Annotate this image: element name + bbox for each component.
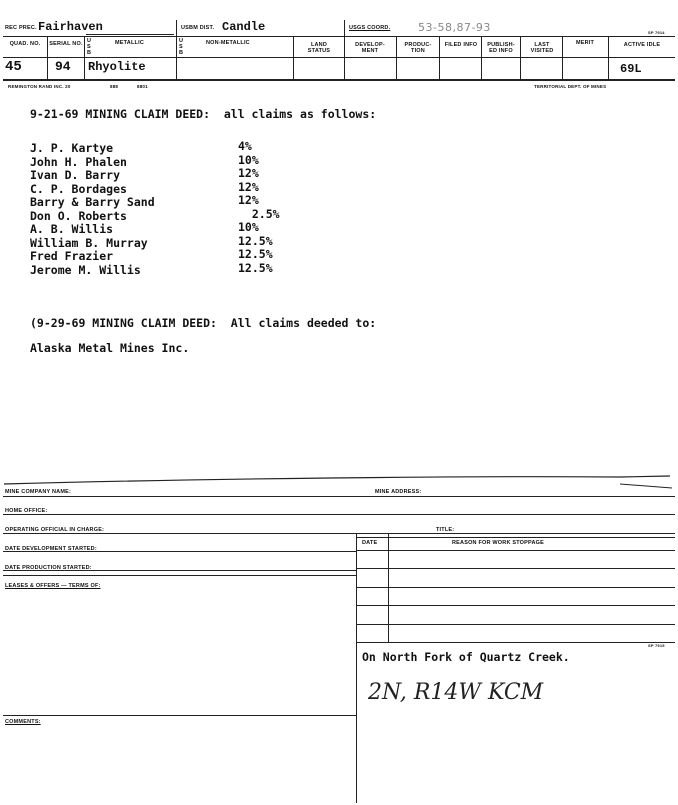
usgs-coord-value: 53-58,87-93 (418, 21, 491, 34)
torn-edge-line (0, 470, 678, 494)
form-number-bottom: SP 7915 (648, 643, 665, 648)
col-serial-no: SERIAL NO. (49, 41, 83, 47)
work-stoppage-column-label: REASON FOR WORK STOPPAGE (452, 540, 544, 546)
claim-share: 12% (238, 179, 259, 194)
active-idle-value: 69L (620, 62, 642, 76)
usbm-dist-value: Candle (222, 20, 266, 34)
usbm-dist-label: USBM DIST. (181, 25, 215, 31)
metallic-value: Rhyolite (88, 60, 146, 74)
col-metallic: METALLIC (115, 40, 144, 46)
col-active-idle: ACTIVE IDLE (623, 42, 661, 48)
quad-value: 45 (5, 59, 22, 75)
footer-code-1: 888 (110, 84, 119, 89)
col-usbm-metallic: U S B (87, 38, 92, 56)
date-development-label: DATE DEVELOPMENT STARTED: (5, 546, 97, 552)
list-item (30, 152, 259, 169)
claim-share: 12.5% (238, 247, 273, 261)
col-last-visited: LAST VISITED (530, 42, 554, 54)
claim-share: 2.5% (238, 206, 280, 221)
serial-value: 94 (55, 59, 71, 74)
claim-share: 12.5% (238, 233, 273, 248)
list-item (30, 233, 273, 250)
claim-share: 10% (238, 152, 259, 167)
col-published-info: PUBLISH- ED INFO (487, 42, 515, 54)
list-item (30, 193, 259, 209)
claim-share: 4% (238, 139, 252, 153)
claim-name: Jerome M. Willis (30, 262, 141, 277)
mine-company-name-label: MINE COMPANY NAME: (5, 489, 72, 495)
claims-list (30, 139, 280, 277)
claim-name: Don O. Roberts (30, 208, 127, 223)
comments-label: COMMENTS: (5, 719, 41, 725)
claim-name: Barry & Barry Sand (30, 195, 155, 209)
col-merit: MERIT (575, 40, 595, 46)
claim-share: 10% (238, 220, 259, 234)
list-item (30, 260, 273, 277)
rec-prec-value: Fairhaven (38, 20, 103, 34)
mine-address-label: MINE ADDRESS: (375, 489, 422, 495)
col-usbm-nonmetallic: U S B (179, 38, 184, 56)
claim-name: J. P. Kartye (30, 141, 114, 155)
col-production: PRODUC- TION (404, 42, 432, 54)
date-column-label: DATE (362, 540, 378, 546)
claim-name: Fred Frazier (30, 249, 114, 263)
operating-official-label: OPERATING OFFICIAL IN CHARGE: (5, 527, 105, 533)
col-quad-no: QUAD. NO. (9, 41, 41, 47)
list-item (30, 220, 259, 236)
list-item (30, 206, 280, 223)
handwritten-location: 2N, R14W KCM (368, 680, 544, 705)
claim-share: 12% (238, 166, 259, 180)
title-label: TITLE: (436, 527, 455, 533)
usgs-coord-label: USGS COORD. (349, 25, 391, 31)
claim-name: John H. Phalen (30, 154, 127, 169)
claim-share: 12.5% (238, 260, 273, 275)
col-land-status: LAND STATUS (307, 42, 331, 54)
claim-name: William B. Murray (30, 235, 148, 250)
list-item (30, 247, 273, 263)
col-non-metallic: NON-METALLIC (206, 40, 250, 46)
deed2-grantee: Alaska Metal Mines Inc. (30, 341, 190, 355)
claim-name: A. B. Willis (30, 222, 114, 236)
form-number-top: SP 7914 (648, 30, 665, 35)
claim-share: 12% (238, 193, 259, 207)
claim-name: Ivan D. Barry (30, 168, 121, 182)
footer-code-2: 8801 (137, 84, 148, 89)
footer-printer: REMINGTON RAND INC. 20 (8, 84, 71, 89)
deed1-heading: 9-21-69 MINING CLAIM DEED: all claims as follows: (30, 107, 377, 121)
location-note: On North Fork of Quartz Creek. (362, 650, 570, 664)
date-production-label: DATE PRODUCTION STARTED: (5, 565, 92, 571)
claim-name: C. P. Bordages (30, 181, 127, 196)
list-item (30, 166, 259, 182)
list-item (30, 179, 259, 196)
leases-label: LEASES & OFFERS — TERMS OF: (5, 583, 101, 589)
col-filed-info: FILED INFO (444, 42, 478, 48)
list-item (30, 139, 252, 155)
rec-prec-label: REC PREC. (5, 25, 37, 31)
deed2-heading: (9-29-69 MINING CLAIM DEED: All claims deeded to: (30, 316, 377, 330)
col-development: DEVELOP- MENT (355, 42, 385, 54)
home-office-label: HOME OFFICE: (5, 508, 48, 514)
footer-dept: TERRITORIAL DEPT. OF MINES (534, 84, 607, 89)
